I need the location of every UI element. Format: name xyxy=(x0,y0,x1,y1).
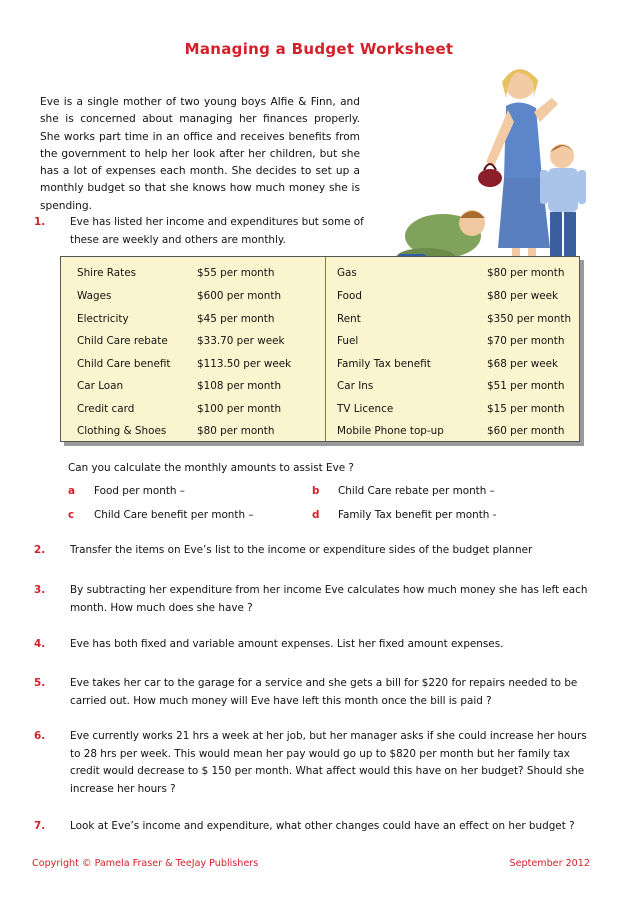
question-2 xyxy=(34,542,594,560)
question-text: Transfer the items on Eve’s list to the income or expenditure sides of the budget planner xyxy=(70,544,533,556)
question-number: 2. xyxy=(34,544,46,556)
budget-item: Car Ins xyxy=(337,380,374,392)
question-text: By subtracting her expenditure from her income Eve calculates how much money she has left each month. How much does she have ? xyxy=(70,584,588,614)
sub-letter: a xyxy=(68,485,76,497)
question-4 xyxy=(34,636,594,654)
sub-question-a xyxy=(68,485,185,497)
budget-item: Child Care rebate xyxy=(77,335,168,347)
budget-amount: $100 per month xyxy=(197,403,282,415)
question-text: Eve takes her car to the garage for a service and she gets a bill for $220 for repairs needed to be carried out. How much money will Eve have left this month once the bill is paid ? xyxy=(70,677,578,707)
budget-item: Child Care benefit xyxy=(77,358,171,370)
footer-date: September 2012 xyxy=(509,858,590,869)
budget-amount: $15 per month xyxy=(487,403,565,415)
standing-boy-figure xyxy=(540,144,586,270)
budget-amount: $45 per month xyxy=(197,313,275,325)
budget-item: TV Licence xyxy=(337,403,394,415)
sub-text: Food per month – xyxy=(94,485,186,497)
column-divider xyxy=(325,257,326,441)
budget-item: Credit card xyxy=(77,403,135,415)
budget-amount: $350 per month xyxy=(487,313,572,325)
intro-text: Eve is a single mother of two young boys Alfie & Finn, and she is concerned about managing her finances properly. She works part time in an office and receives benefits from the government to help her look after her children, but she has a lot of expenses each month. She decides to set up a monthly budget so that she knows how much money she is spending. xyxy=(40,96,360,212)
calc-intro: Can you calculate the monthly amounts to assist Eve ? xyxy=(68,462,354,474)
question-text: Eve currently works 21 hrs a week at her job, but her manager asks if she could increase her hours to 28 hrs per week. This would mean her pay would go up to $820 per month but her family tax credit would decrease to $ 150 per month. What affect would this have on her budget? Should she increase her hours ? xyxy=(70,730,587,795)
sub-text: Child Care benefit per month – xyxy=(94,509,254,521)
sub-question-d xyxy=(312,509,496,521)
sub-text: Child Care rebate per month – xyxy=(338,485,495,497)
budget-amount: $600 per month xyxy=(197,290,282,302)
question-number: 4. xyxy=(34,638,46,650)
budget-item: Shire Rates xyxy=(77,267,137,279)
budget-item: Food xyxy=(337,290,362,302)
budget-item: Mobile Phone top-up xyxy=(337,425,444,437)
sub-letter: c xyxy=(68,509,75,521)
question-7 xyxy=(34,818,614,836)
question-text: Eve has both fixed and variable amount expenses. List her fixed amount expenses. xyxy=(70,638,504,650)
question-number: 7. xyxy=(34,820,46,832)
question-number: 1. xyxy=(34,216,46,228)
budget-item: Wages xyxy=(77,290,112,302)
question-5 xyxy=(34,675,594,710)
question-text: Eve has listed her income and expenditures but some of these are weekly and others are monthly. xyxy=(70,216,364,246)
sub-letter: d xyxy=(312,509,320,521)
sub-letter: b xyxy=(312,485,320,497)
question-number: 5. xyxy=(34,677,46,689)
budget-amount: $70 per month xyxy=(487,335,565,347)
question-6 xyxy=(34,728,594,798)
intro-paragraph xyxy=(40,94,360,215)
budget-item: Gas xyxy=(337,267,357,279)
question-3 xyxy=(34,582,594,617)
sub-question-c xyxy=(68,509,254,521)
sub-text: Family Tax benefit per month - xyxy=(338,509,497,521)
question-1 xyxy=(34,214,394,249)
budget-amount: $60 per month xyxy=(487,425,565,437)
question-number: 6. xyxy=(34,730,46,742)
budget-item: Fuel xyxy=(337,335,359,347)
budget-item: Family Tax benefit xyxy=(337,358,431,370)
budget-amount: $33.70 per week xyxy=(197,335,285,347)
budget-amount: $113.50 per week xyxy=(197,358,292,370)
budget-amount: $68 per week xyxy=(487,358,558,370)
budget-items-box xyxy=(60,256,580,442)
budget-item: Electricity xyxy=(77,313,129,325)
question-text: Look at Eve’s income and expenditure, what other changes could have an effect on her budget ? xyxy=(70,820,575,832)
budget-amount: $51 per month xyxy=(487,380,565,392)
question-number: 3. xyxy=(34,584,46,596)
page-title: Managing a Budget Worksheet xyxy=(184,40,454,58)
budget-item: Rent xyxy=(337,313,361,325)
budget-amount: $108 per month xyxy=(197,380,282,392)
budget-amount: $80 per month xyxy=(487,267,565,279)
sub-question-b xyxy=(312,485,495,497)
footer-copyright: Copyright © Pamela Fraser & TeeJay Publishers xyxy=(32,858,259,869)
budget-amount: $55 per month xyxy=(197,267,275,279)
budget-item: Clothing & Shoes xyxy=(77,425,167,437)
budget-item: Car Loan xyxy=(77,380,124,392)
budget-amount: $80 per week xyxy=(487,290,558,302)
budget-amount: $80 per month xyxy=(197,425,275,437)
